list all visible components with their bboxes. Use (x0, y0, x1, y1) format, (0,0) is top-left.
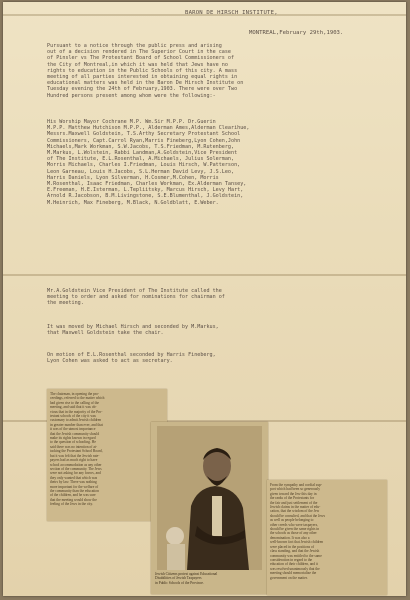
dateline: MONTREAL,February 29th,1903. (249, 30, 344, 36)
clipping-text: From the sympathy and cordial sup- port which had been so generously given toward the Jew this day in the ranks of the Protestants for the fair and just settlement of the Jewish claims in the matter of edu- cation, that the wisdom of the Jew should be consulted, and that the Jews as well as people belonging to other creeds who were taxpayers, should be given the same rights in the schools as those of any other denomination. It was also a well-known fact that Jewish children were placed in the positions of class standing, and that the Jewish community was entitled to the same consideration in regard to the education of their children, and it was resolved unanimously that the meeting should memorialize the government on the matter. (270, 483, 325, 580)
letterhead: BARON DE HIRSCH INSTITUTE, (185, 10, 278, 16)
fold-line (3, 274, 406, 276)
photo-caption: Jewish Citizens protest against Educational Disabilities of Jewish Taxpayers in Public Schools of the Province. (155, 572, 218, 585)
clipping-text: The chairman, in opening the pro- ceedings, referred to the matter which had given rise to the calling of the meeting, and said that it was ob- vious that in the majority of the Pro- testant schools of the city it was customary to admit Jewish children in greater number than ever, and that it was of the utmost importance that the Jewish community should make its rights known in regard to the question of schooling. He said there was no intention of at- tacking the Protestant School Board, but it was felt that the Jewish rate- payers had as much right to have school accommodation as any other section of the community. The Jews were not asking for any favors, and they only wanted that which was theirs by law. There was nothing more important for the welfare of the community than the education of the children, and he was sure that the meeting would show the feeling of the Jews in the city. (50, 392, 105, 507)
portrait-image (157, 426, 262, 570)
newspaper-clipping-photo (151, 422, 268, 594)
typed-paragraph: His Worship Mayor Cochrane M.P. Wm.Sir M.P.P. Dr.Guerin M.P.P. Matthew Hutchison M.P.P., Alderman Ames,Alderman Clearihue, Messrs.Maxwell Goldstein, T.S.Arthy Secretary Protestant School Commissioners, Capt.Carrol Ryan,Marris Fineberg,Lyon Cohen,John Michaels,Mark Workman, S.W.Jacobs, T.S.Friedman, M.Rutenberg, M.Markus, L.Wolstein, Rabbi Landman,A.Goldstein,Vice President of The Institute, E.L.Rosenthal, A.Michaels, Julius Solerman, Morris Michaels, Charles I.Friedman, Louis Hirsch, W.Patterson, Leon Garneau, Louis H.Jacobs, S.L.Herman David Levy, J.S.Leo, Harris Daniels, Lyon Silverman, H.Cosmer,M.Cohen, Morris M.Rosenthal, Isaac Friedman, Charles Workman, Ex.Alderman Tansey, E.Freeman, H.E.Isterman, L.Tepliitsky, Marcus Hirsch, Levy Hart, Arnold R.Jacobson, B.M.Livingstone, S.E.Blumenthal, J.Goldstein, M.Heinrich, Max Fineberg, M.Black, N.Goldblatt, E.Weber. (47, 119, 250, 206)
document-page (3, 2, 406, 596)
typed-paragraph: It was moved by Michael Hirsch and seconded by M.Markus, that Maxwell Goldstein take the chair. (47, 324, 219, 337)
portrait-illustration (157, 426, 262, 570)
typed-paragraph: On motion of E.L.Rosenthal seconded by Harris Fineberg, Lyon Cohen was asked to act as secretary. (47, 352, 216, 365)
typed-paragraph: Pursuant to a notice through the public press and arising out of a decision rendered in The Superior Court in the case of Pinsler vs The Protestant Board of School Commissioners of the City of Montreal,in which it was held that Jews have no rights to education in the Public Schools of this city. A mass meeting of all parties interested in obtaining equal rights in educational matters was held in the Baron De Hirsch Institute on Tuesday evening the 24th of February,1903. There were over Two Hundred persons present among whom were the following:- (47, 43, 244, 99)
typed-paragraph: Mr.A.Goldstein Vice President of The Institute called the meeting to order and asked for nominations for chairman of the meeting. (47, 288, 225, 307)
newspaper-clipping-left (47, 389, 167, 521)
newspaper-clipping-right (267, 480, 387, 595)
